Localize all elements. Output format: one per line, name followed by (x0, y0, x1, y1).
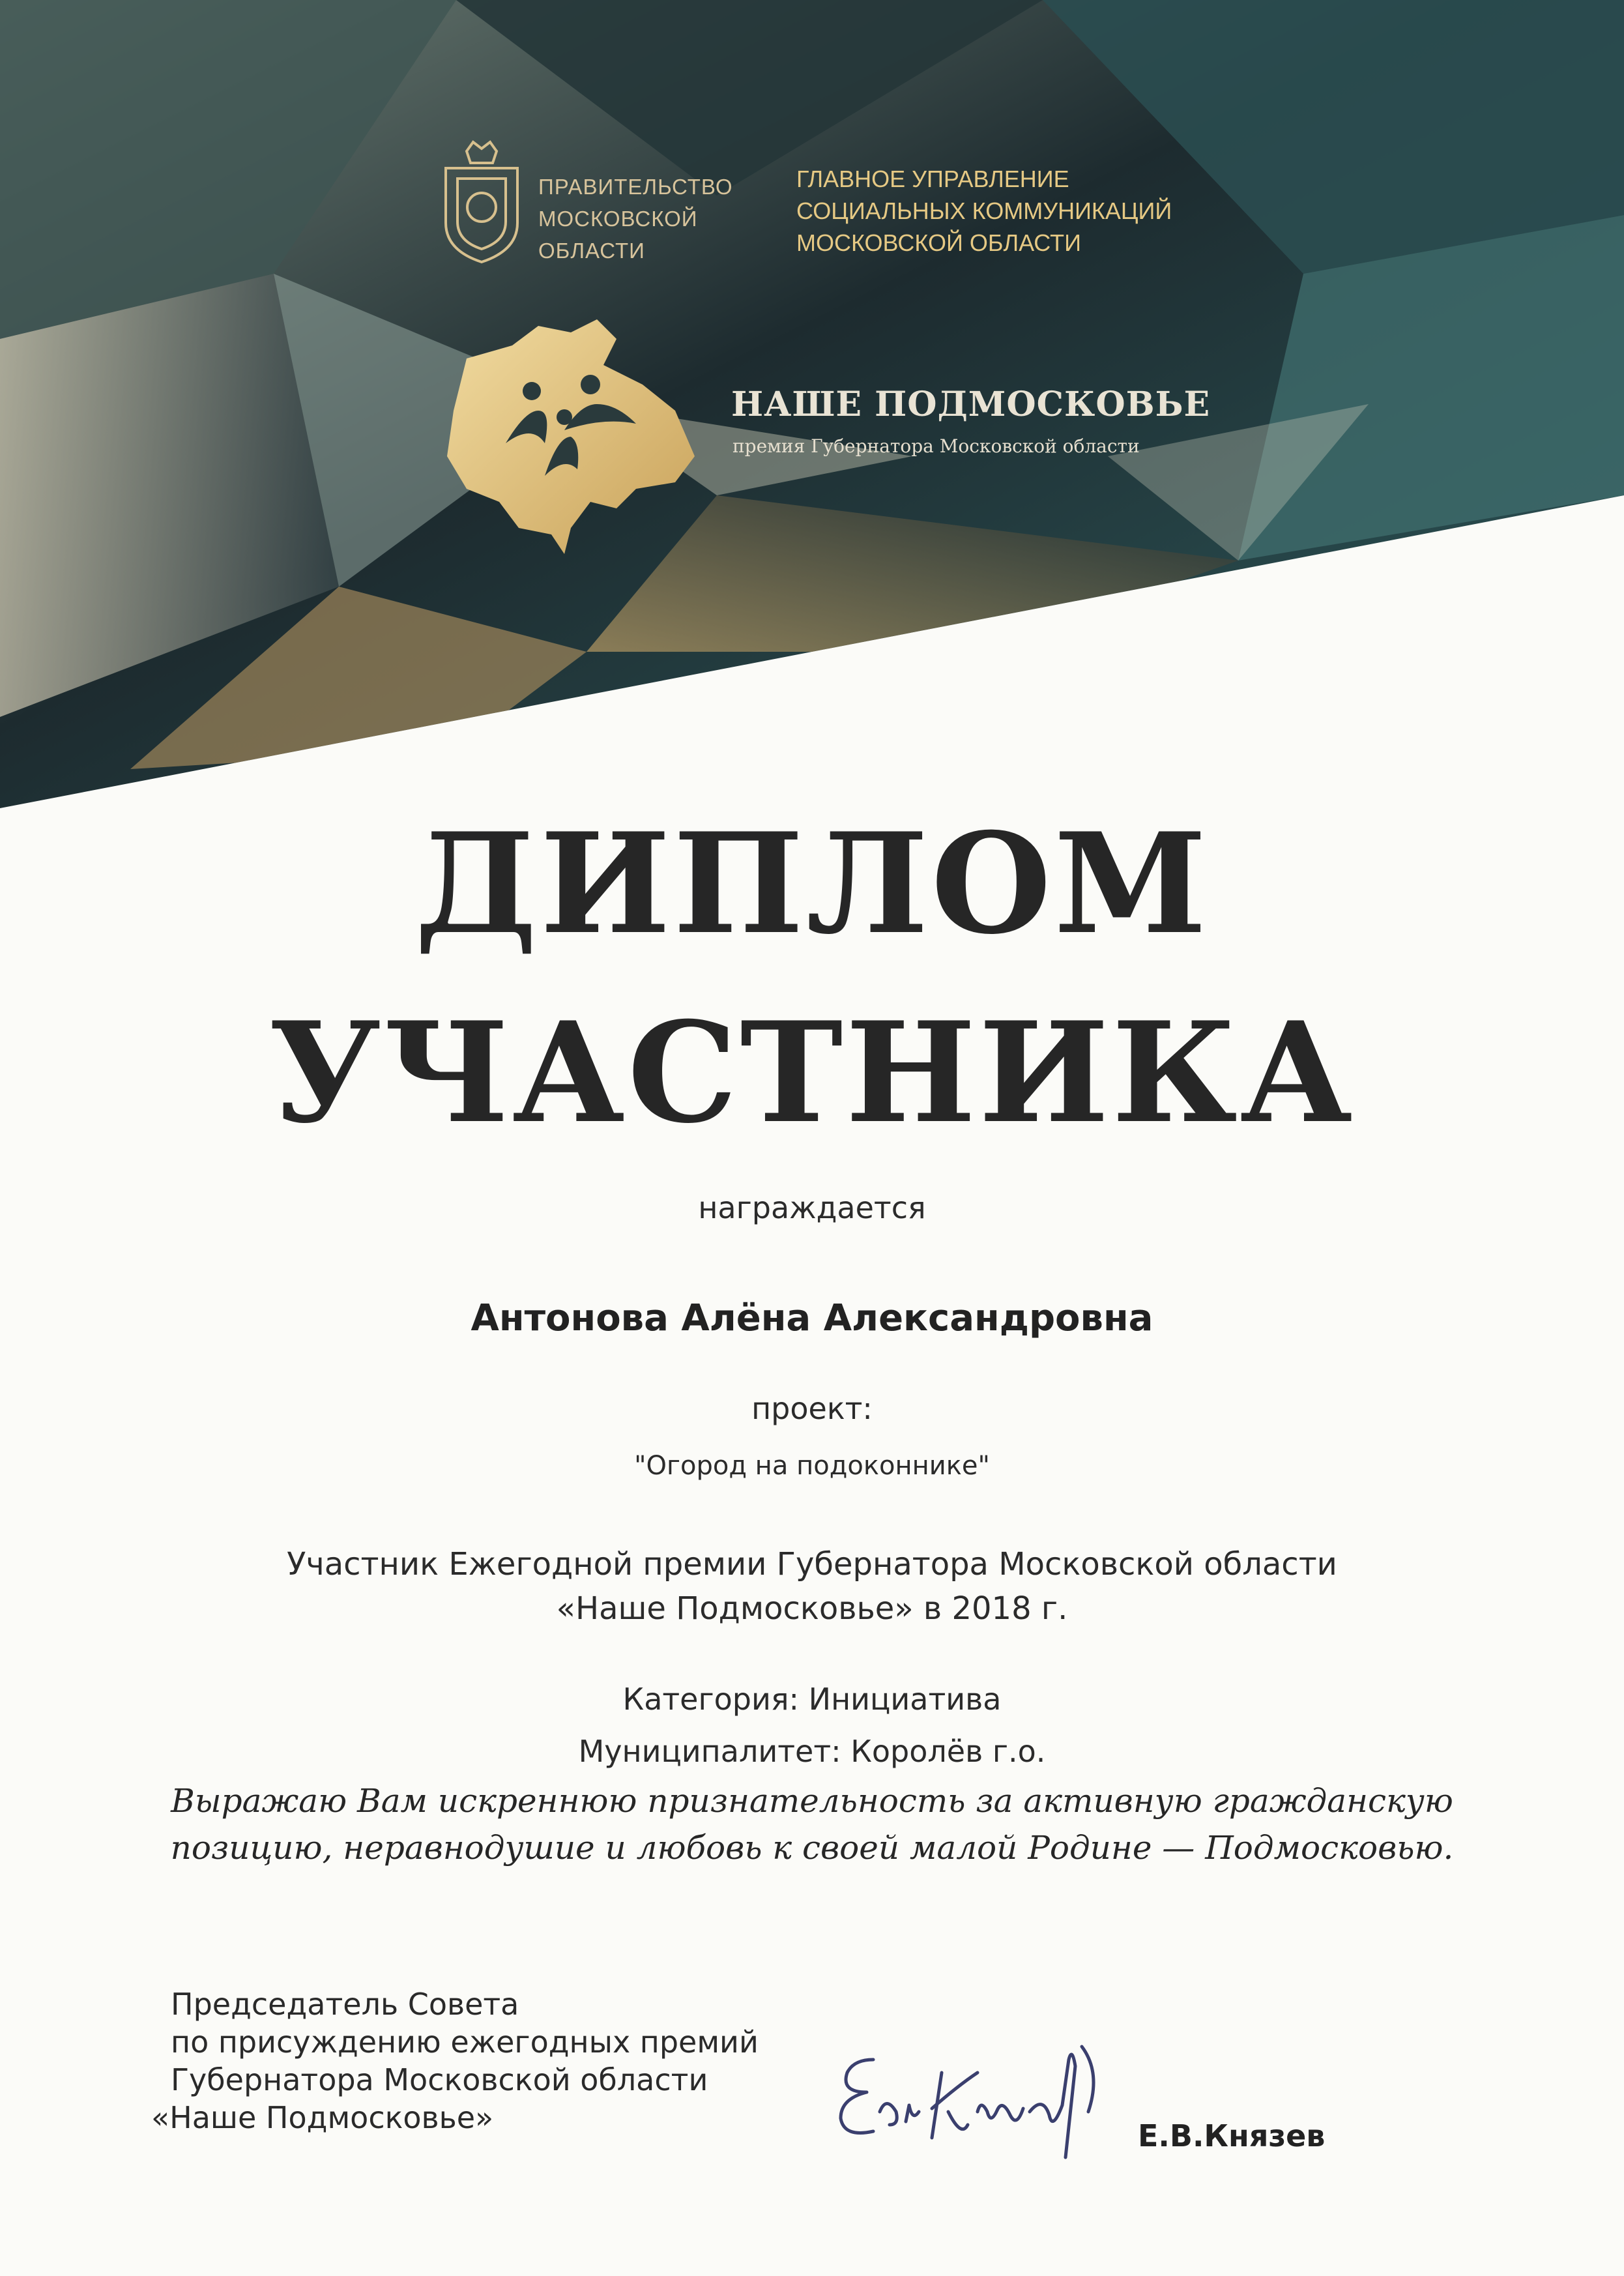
gratitude-line-1: Выражаю Вам искреннюю признательность за активную гражданскую (171, 1782, 1453, 1820)
project-label: проект: (751, 1391, 873, 1426)
gov-line: ОБЛАСТИ (538, 239, 645, 263)
gov-line: ПРАВИТЕЛЬСТВО (538, 175, 733, 199)
participant-line-1: Участник Ежегодной премии Губернатора Московской области (287, 1546, 1337, 1583)
awarded-text: награждается (698, 1190, 926, 1225)
participant-line-2: «Наше Подмосковье» в 2018 г. (556, 1590, 1068, 1627)
dept-line: МОСКОВСКОЙ ОБЛАСТИ (796, 229, 1081, 256)
recipient-name: Антонова Алёна Александровна (471, 1297, 1153, 1339)
chairman-title-line: Председатель Совета (171, 1987, 519, 2022)
award-subtitle: премия Губернатора Московской области (732, 435, 1140, 457)
gratitude-line-2: позицию, неравнодушие и любовь к своей малой Родине — Подмосковью. (170, 1829, 1454, 1867)
award-title: НАШЕ ПОДМОСКОВЬЕ (731, 385, 1211, 424)
chairman-title-line: Губернатора Московской области (171, 2062, 708, 2097)
municipality: Муниципалитет: Королёв г.о. (578, 1734, 1046, 1769)
moscow-oblast-coat-of-arms-icon (434, 139, 529, 266)
signer-name: Е.В.Князев (1138, 2118, 1326, 2153)
category: Категория: Инициатива (622, 1682, 1002, 1717)
chairman-title-line: «Наше Подмосковье» (151, 2100, 494, 2135)
government-name (538, 171, 733, 267)
dept-line: ГЛАВНОЕ УПРАВЛЕНИЕ (796, 166, 1069, 192)
dept-line: СОЦИАЛЬНЫХ КОММУНИКАЦИЙ (796, 197, 1172, 224)
chairman-title-line: по присуждению ежегодных премий (171, 2024, 759, 2060)
gov-line: МОСКОВСКОЙ (538, 207, 698, 231)
diploma-title-line-1: ДИПЛОМ (414, 802, 1210, 965)
moscow-region-map-logo-icon (441, 313, 701, 555)
department-name (796, 163, 1172, 259)
project-name: "Огород на подоконнике" (634, 1451, 990, 1481)
diploma-title-line-2: УЧАСТНИКА (268, 991, 1356, 1154)
handwritten-signature (828, 2034, 1134, 2164)
